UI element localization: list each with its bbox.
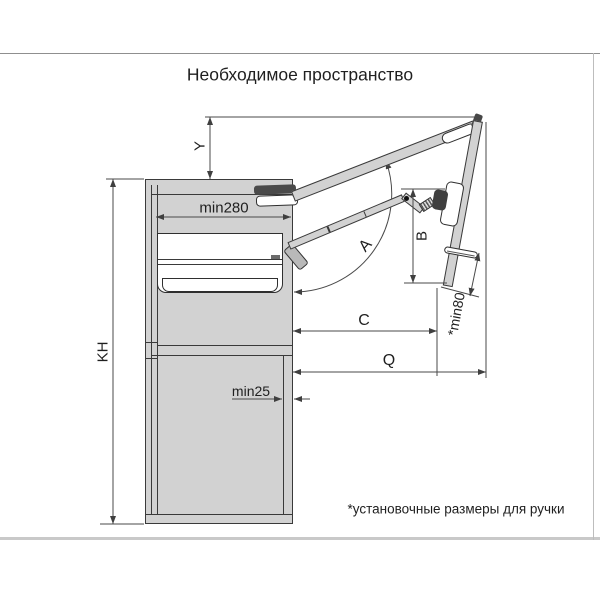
min280-dimension-label: min280 [199, 199, 249, 217]
min80-dimension-label: *min80 [444, 291, 468, 337]
lower-front-inner-line [283, 355, 284, 515]
right-rule [593, 53, 594, 540]
a-angle-label: A [355, 236, 376, 256]
top-hinge-bar [254, 184, 296, 194]
lift-arm [287, 194, 404, 249]
wall-break-tick-top [146, 342, 157, 343]
left-wall-inner-line-1 [151, 185, 152, 515]
y-dimension-label: Y [191, 140, 209, 152]
cabinet-carcass [145, 179, 293, 524]
c-dimension-label: C [358, 312, 370, 329]
page-title: Необходимое пространство [186, 64, 414, 85]
wall-break-tick-bottom [146, 358, 157, 359]
kh-dimension-label: KH [94, 341, 112, 363]
divider-bottom-line [151, 355, 292, 356]
mechanism-line-2 [158, 264, 282, 265]
mechanism-line-1 [158, 259, 282, 260]
bottom-rule [0, 537, 600, 540]
arm-joint-1 [327, 226, 330, 232]
mechanism-lower-rail [162, 278, 278, 292]
q-dimension-label: Q [382, 352, 396, 369]
mechanism-logo [271, 255, 280, 259]
min25-dimension-label: min25 [231, 383, 271, 399]
divider-top-line [157, 345, 292, 346]
arm-joint-2 [363, 211, 366, 217]
b-dimension-label: B [413, 230, 431, 242]
bottom-panel-inner-line [146, 514, 292, 515]
arm-pivot-dot [404, 196, 409, 201]
min80-dimension-line [470, 253, 479, 296]
footnote-handle-note: *установочные размеры для ручки [347, 501, 565, 517]
top-rule [0, 53, 600, 54]
